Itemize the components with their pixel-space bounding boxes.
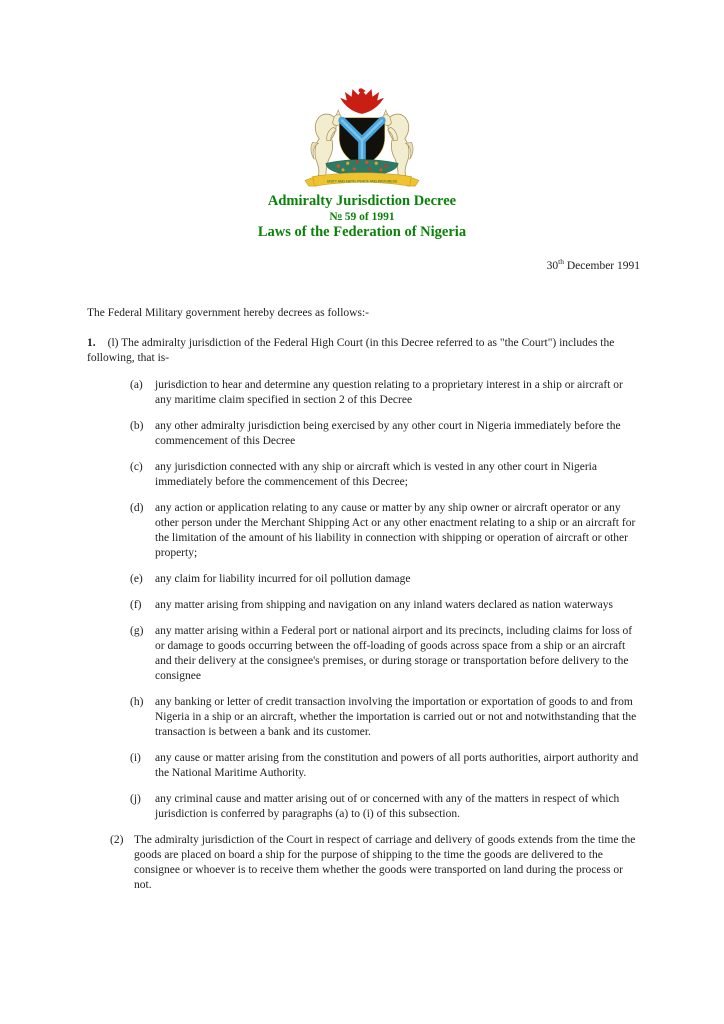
item-text: any other admiralty jurisdiction being exercised by any other court in Nigeria immediately before the commencement of this Decree (155, 419, 621, 447)
list-item-h (130, 695, 640, 740)
list-item-a (130, 378, 640, 408)
item-text: any jurisdiction connected with any ship or aircraft which is vested in any other court in Nigeria immediately before the commencement of this Decree; (155, 460, 597, 488)
subsection-list (130, 378, 640, 822)
list-item-e (130, 572, 640, 587)
item-text: any banking or letter of credit transaction involving the importation or exportation of goods to and from Nigeria in a ship or an aircraft, whether the importation is carried out or not and notwithstanding that the transaction is between a bank and its customer. (155, 695, 637, 738)
list-item-g (130, 624, 640, 684)
decree-number-o: o (337, 210, 342, 220)
item-label: (a) (130, 378, 143, 391)
item-label: (g) (130, 624, 144, 637)
decree-number (0, 209, 724, 224)
section1-lead-text: (l) The admiralty jurisdiction of the Federal High Court (in this Decree referred to as "the Court") includes the following, that is- (87, 336, 615, 364)
item-text: any claim for liability incurred for oil pollution damage (155, 572, 411, 585)
laws-title: Laws of the Federation of Nigeria (257, 224, 467, 240)
coat-of-arms-container (0, 0, 724, 191)
item-text: any action or application relating to any cause or matter by any ship owner or aircraft operator or any other person under the Merchant Shipping Act or any other enactment relating to a ship or an aircraft for the limitation of the amount of his liability in connection with shipping or operation of aircraft or other property; (155, 501, 636, 559)
list-item-i (130, 751, 640, 781)
list-item-b (130, 419, 640, 449)
date-line (87, 254, 640, 274)
section2-text: The admiralty jurisdiction of the Court in respect of carriage and delivery of goods extends from the time the goods are placed on board a ship for the purpose of shipping to the time the goods are delivered to the consignee or whoever is to receive them whether the goods were transported on land during the process or not. (134, 833, 636, 891)
list-item-d (130, 501, 640, 561)
decree-number-n: N (329, 211, 338, 223)
item-text: any matter arising within a Federal port or national airport and its precincts, including claims for loss of or damage to goods occurring between the off-loading of goods across space from a ship or an aircraft and their delivery at the consignee's premises, or during storage or transportation before delivery to the consignee (155, 624, 633, 682)
item-text: any cause or matter arising from the constitution and powers of all ports authorities, airport authority and the National Maritime Authority. (155, 751, 639, 779)
item-label: (f) (130, 598, 142, 611)
item-label: (b) (130, 419, 144, 432)
item-text: jurisdiction to hear and determine any question relating to a proprietary interest in a ship or aircraft or any maritime claim specified in section 2 of this Decree (155, 378, 623, 406)
section2-paragraph (110, 833, 640, 893)
date-rest: December 1991 (564, 259, 640, 272)
item-label: (e) (130, 572, 143, 585)
eagle-head-icon (359, 88, 366, 93)
item-text: any matter arising from shipping and navigation on any inland waters declared as nation waterways (155, 598, 613, 611)
decree-title: Admiralty Jurisdiction Decree (267, 193, 457, 209)
item-label: (d) (130, 501, 144, 514)
nigeria-coat-of-arms-icon (286, 88, 438, 191)
list-item-c (130, 460, 640, 490)
intro-paragraph: The Federal Military government hereby decrees as follows:- (87, 306, 369, 319)
item-label: (h) (130, 695, 144, 708)
date-ordinal: th (558, 257, 564, 266)
section1-number: 1. (87, 336, 96, 349)
item-text: any criminal cause and matter arising out of or concerned with any of the matters in respect of which jurisdiction is conferred by paragraphs (a) to (i) of this subsection. (155, 792, 620, 820)
date-day: 30 (546, 259, 559, 272)
section1-lead (87, 336, 640, 366)
list-item-f (130, 598, 640, 613)
decree-number-rest: 59 of 1991 (341, 211, 395, 223)
title-block (0, 193, 724, 241)
section2-label: (2) (110, 833, 124, 846)
list-item-j (130, 792, 640, 822)
motto-text: UNITY AND FAITH, PEACE AND PROGRESS (326, 179, 398, 184)
item-label: (i) (130, 751, 141, 764)
item-label: (c) (130, 460, 143, 473)
item-label: (j) (130, 792, 141, 805)
